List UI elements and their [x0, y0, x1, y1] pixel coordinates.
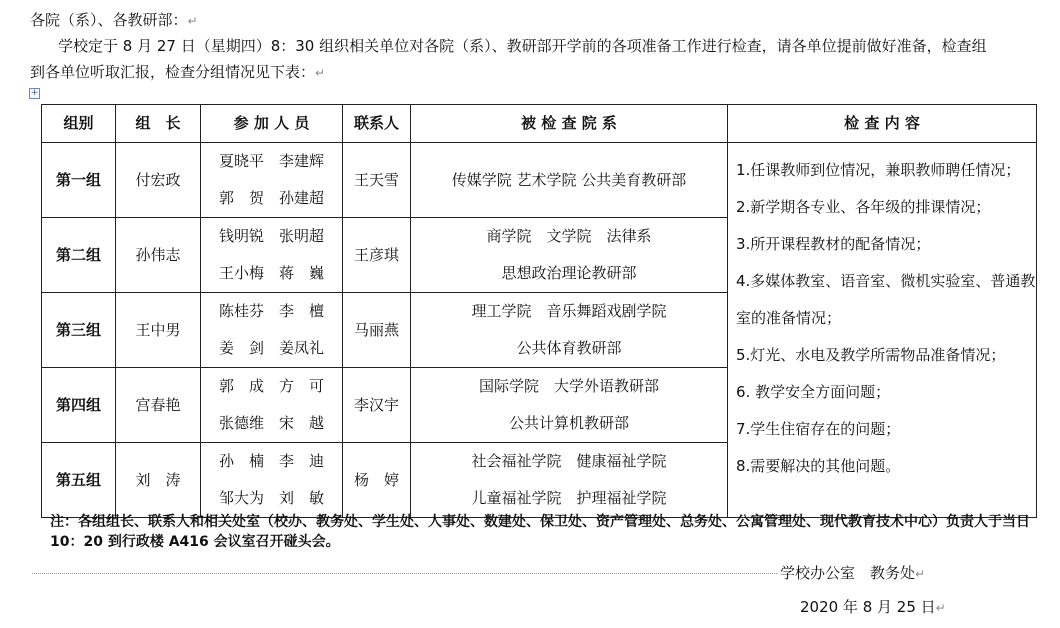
members-line: 张德维 宋 越 — [218, 414, 324, 432]
leader-cell: 付宏政 — [116, 143, 201, 218]
leader-cell: 宫春艳 — [116, 368, 201, 443]
group-cell: 第五组 — [42, 443, 116, 518]
header-leader: 组 长 — [116, 105, 201, 143]
footnote: 注：各组组长、联系人和相关处室（校办、教务处、学生处、人事处、数建处、保卫处、资产管理处、总务处、公寓管理处、现代教育技术中心）负责人于当日 10：20 到行政楼 A416 会议室召开碰头会。 — [50, 514, 1030, 550]
members-line: 王小梅 蒋 巍 — [218, 264, 324, 282]
table-row — [42, 143, 1037, 218]
group-cell: 第一组 — [42, 143, 116, 218]
inspection-content-cell — [728, 143, 1037, 518]
members-line: 夏晓平 李建辉 — [218, 152, 324, 170]
header-contact: 联系人 — [343, 105, 411, 143]
members-line: 邹大为 刘 敏 — [218, 489, 324, 507]
members-cell — [201, 143, 343, 218]
leader-cell: 王中男 — [116, 293, 201, 368]
departments-cell — [411, 443, 728, 518]
members-line: 姜 剑 姜凤礼 — [218, 339, 324, 357]
departments-line: 社会福祉学院 健康福祉学院 — [471, 452, 667, 470]
members-cell — [201, 293, 343, 368]
header-members: 参 加 人 员 — [201, 105, 343, 143]
content-item: 3.所开课程教材的配备情况； — [736, 235, 931, 253]
contact-cell: 王彦琪 — [343, 218, 411, 293]
table-header-row — [42, 105, 1037, 143]
members-line: 陈桂芬 李 檀 — [218, 302, 324, 320]
departments-cell — [411, 143, 728, 218]
departments-line: 公共体育教研部 — [516, 339, 622, 357]
contact-cell: 李汉宇 — [343, 368, 411, 443]
content-item: 1.任课教师到位情况，兼职教师聘任情况； — [736, 161, 1021, 179]
issue-date: 2020 年 8 月 25 日↵ — [800, 598, 946, 616]
content-item: 7.学生住宿存在的问题； — [736, 420, 901, 438]
departments-line: 思想政治理论教研部 — [501, 264, 637, 282]
departments-cell — [411, 293, 728, 368]
members-cell — [201, 368, 343, 443]
content-item: 6. 教学安全方面问题； — [736, 383, 891, 401]
members-cell — [201, 443, 343, 518]
signature-leader-rule — [32, 573, 777, 574]
leader-cell: 刘 涛 — [116, 443, 201, 518]
departments-line: 理工学院 音乐舞蹈戏剧学院 — [471, 302, 667, 320]
leader-cell: 孙伟志 — [116, 218, 201, 293]
inspection-groups-table — [41, 104, 1037, 518]
departments-line: 传媒学院 艺术学院 公共美育教研部 — [451, 170, 687, 189]
header-departments: 被 检 查 院 系 — [411, 105, 728, 143]
group-cell: 第三组 — [42, 293, 116, 368]
group-cell: 第四组 — [42, 368, 116, 443]
content-item: 4.多媒体教室、语音室、微机实验室、普通教室的准备情况； — [736, 272, 1036, 327]
salutation: 各院（系）、各教研部：↵ — [30, 11, 198, 29]
contact-cell: 马丽燕 — [343, 293, 411, 368]
content-item: 5.灯光、水电及教学所需物品准备情况； — [736, 346, 1006, 364]
contact-cell: 杨 婷 — [343, 443, 411, 518]
signature: 学校办公室 教务处↵ — [780, 564, 926, 582]
departments-line: 国际学院 大学外语教研部 — [478, 377, 659, 395]
members-line: 郭 成 方 可 — [218, 377, 324, 395]
body-paragraph-line-1: 学校定于 8 月 27 日（星期四）8：30 组织相关单位对各院（系）、教研部开学前的各项准备工作进行检查，请各单位提前做好准备，检查组 — [58, 37, 987, 55]
body-paragraph-line-2: 到各单位听取汇报，检查分组情况见下表：↵ — [30, 63, 326, 81]
members-line: 钱明锐 张明超 — [218, 227, 324, 245]
departments-line: 儿童福祉学院 护理福祉学院 — [471, 489, 667, 507]
members-line: 孙 楠 李 迪 — [218, 452, 324, 470]
departments-cell — [411, 368, 728, 443]
content-item: 2.新学期各专业、各年级的排课情况； — [736, 198, 991, 216]
table-move-handle-icon[interactable]: + — [30, 88, 39, 98]
departments-line: 商学院 文学院 法律系 — [486, 227, 652, 245]
members-cell — [201, 218, 343, 293]
departments-cell — [411, 218, 728, 293]
header-content: 检 查 内 容 — [728, 105, 1037, 143]
departments-line: 公共计算机教研部 — [508, 414, 629, 432]
contact-cell: 王天雪 — [343, 143, 411, 218]
group-cell: 第二组 — [42, 218, 116, 293]
members-line: 郭 贺 孙建超 — [218, 189, 324, 207]
content-item: 8.需要解决的其他问题。 — [736, 457, 901, 475]
header-group: 组别 — [42, 105, 116, 143]
